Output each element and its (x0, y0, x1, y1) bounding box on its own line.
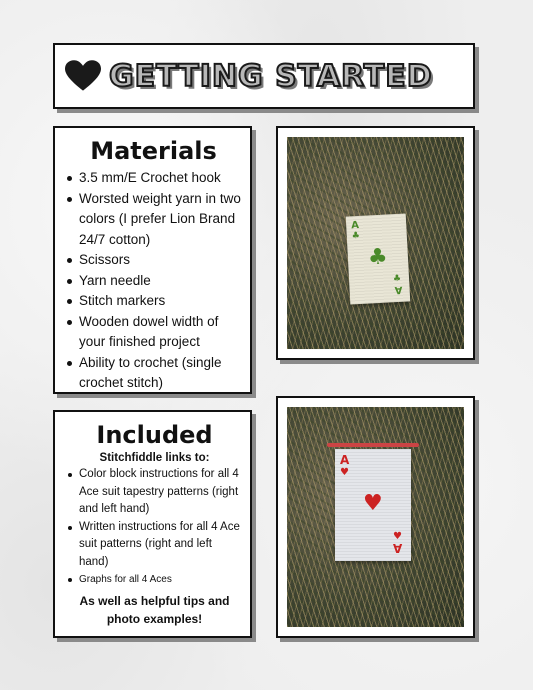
list-item: Written instructions for all 4 Ace suit patterns (right and left hand) (65, 519, 244, 572)
club-small-icon: ♣ (392, 273, 402, 285)
list-item: Yarn needle (65, 271, 242, 292)
list-item: Stitch markers (65, 291, 242, 312)
materials-list (65, 168, 242, 394)
materials-heading: Materials (90, 137, 217, 165)
photo-frame-hearts (276, 396, 475, 638)
heart-small-icon: ♥ (393, 531, 402, 542)
ace-letter-icon: A (350, 219, 360, 232)
list-item: Wooden dowel width of your finished project (65, 312, 242, 353)
list-item: Color block instructions for all 4 Ace suit tapestry patterns (right and left hand) (65, 466, 244, 519)
materials-card (53, 126, 252, 394)
ace-letter-icon: A (340, 453, 350, 467)
club-icon: ♣ (367, 244, 389, 271)
list-item: Ability to crochet (single crochet stitch) (65, 353, 242, 394)
included-heading: Included (96, 421, 213, 449)
heart-suit-icon: ♥ (363, 491, 383, 516)
wooden-dowel (327, 443, 419, 447)
photo-frame-clubs (276, 126, 475, 360)
list-item: Worsted weight yarn in two colors (I prefer Lion Brand 24/7 cotton) (65, 189, 242, 251)
ace-of-hearts-tapestry (335, 449, 411, 561)
ace-of-clubs-photo (287, 137, 464, 349)
page-title: GETTING STARTED (109, 58, 433, 94)
list-item: Scissors (65, 250, 242, 271)
heart-small-icon: ♥ (340, 467, 349, 478)
heart-icon (65, 60, 101, 92)
ace-of-hearts-photo (287, 407, 464, 627)
ace-letter-icon: A (394, 283, 403, 296)
included-footer: As well as helpful tips and photo examples! (79, 593, 230, 626)
ace-letter-icon: A (393, 541, 403, 555)
list-item: Graphs for all 4 Aces (65, 571, 244, 589)
included-card (53, 410, 252, 638)
included-subtitle: Stitchfiddle links to: (99, 452, 210, 464)
ace-of-clubs-tapestry (346, 213, 411, 304)
title-banner (53, 43, 475, 109)
list-item: 3.5 mm/E Crochet hook (65, 168, 242, 189)
club-small-icon: ♣ (351, 230, 361, 242)
included-list (65, 466, 244, 589)
